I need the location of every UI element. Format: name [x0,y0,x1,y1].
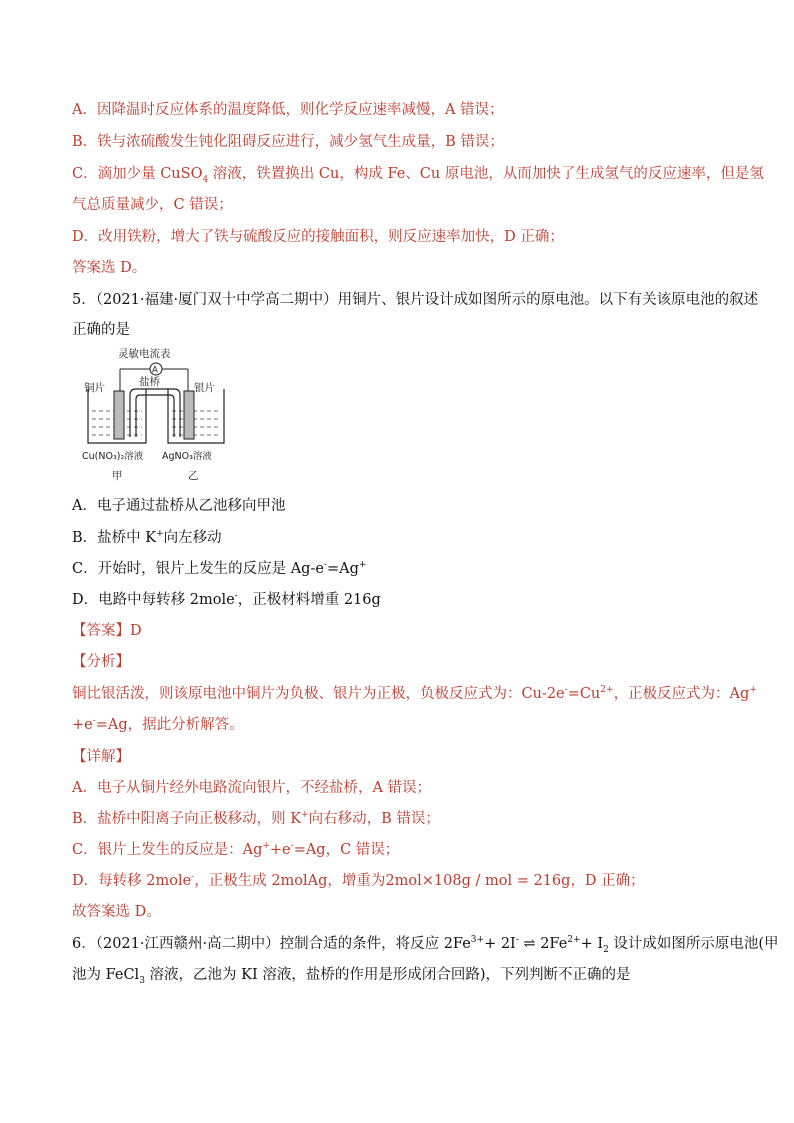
q5-final-answer: 故答案选 D。 [72,904,161,920]
silver-electrode [184,391,194,439]
right-solution-label: AgNO₃溶液 [162,451,212,462]
q4-analysis-d: D．改用铁粉，增大了铁与硫酸反应的接触面积，则反应速率加快，D 正确； [72,229,564,245]
q5-detail-header: 【详解】 [72,749,130,765]
q4-analysis-b: B．铁与浓硫酸发生钝化阻碍反应进行，减少氢气生成量，B 错误； [72,134,504,150]
q5-analysis-line2: +e-=Ag，据此分析解答。 [72,716,244,733]
ammeter-symbol: A [152,365,158,376]
right-electrode-label: 银片 [194,382,215,394]
q5-option-d: D．电路中每转移 2mole-，正极材料增重 216g [72,591,381,608]
copper-electrode [114,391,124,439]
q4-analysis-a: A．因降温时反应体系的温度降低，则化学反应速率减慢，A 错误； [72,102,504,118]
q4-analysis-c-line2: 气总质量减少，C 错误； [72,197,233,213]
meter-label: 灵敏电流表 [118,348,171,360]
q5-detail-c: C．银片上发生的反应是：Ag++e-=Ag，C 错误； [72,841,400,858]
q5-answer: 【答案】D [72,623,142,639]
q5-stem-line2: 正确的是 [72,322,130,338]
right-cell-label: 乙 [188,470,199,482]
q5-option-c: C．开始时，银片上发生的反应是 Ag-e-=Ag+ [72,560,367,577]
q5-detail-a: A．电子从铜片经外电路流向银片，不经盐桥，A 错误； [72,780,432,796]
galvanic-cell-svg [82,345,232,493]
galvanic-cell-diagram [82,345,232,493]
q6-stem-line1: 6．（2021·江西赣州·高二期中）控制合适的条件，将反应 $2Fe^{3+}+ 2I^-$ ⇌ $2Fe^{2+}+ I_2$ 设计成如图所示原电池(甲 [72,935,779,955]
q5-option-b: B．盐桥中 K+向左移动 [72,529,222,546]
q5-detail-b: B．盐桥中阳离子向正极移动，则 K+向右移动，B 错误； [72,810,440,827]
q6-stem-line2: 池为 FeCl$_3$ 溶液，乙池为 KI 溶液，盐桥的作用是形成闭合回路)，下列判断不正确的是 [72,967,631,986]
q5-detail-d: D．每转移 2mole-，正极生成 2molAg，增重为2mol×108g / mol = 216g，D 正确； [72,872,645,889]
q5-analysis-header: 【分析】 [72,654,130,670]
q4-analysis-c-line1: C．滴加少量 CuSO$_4$ 溶液，铁置换出 Cu，构成 Fe、Cu 原电池，从而加快了生成氢气的反应速率，但是氢 [72,166,764,185]
left-electrode-label: 铜片 [84,382,105,394]
left-solution-label: Cu(NO₃)₂溶液 [82,451,144,462]
q4-answer: 答案选 D。 [72,260,147,276]
right-solution-fill [172,411,220,435]
left-cell-label: 甲 [112,470,123,482]
q5-option-a: A．电子通过盐桥从乙池移向甲池 [72,498,286,514]
q5-stem-line1: 5．（2021·福建·厦门双十中学高二期中）用铜片、银片设计成如图所示的原电池。以下有关该原电池的叙述 [72,292,759,308]
salt-bridge-label: 盐桥 [139,376,160,388]
q5-analysis-line1: 铜比银活泼，则该原电池中铜片为负极、银片为正极，负极反应式为：$Cu-2e^-=Cu^{2+}$，正极反应式为：Ag+ [72,685,757,702]
